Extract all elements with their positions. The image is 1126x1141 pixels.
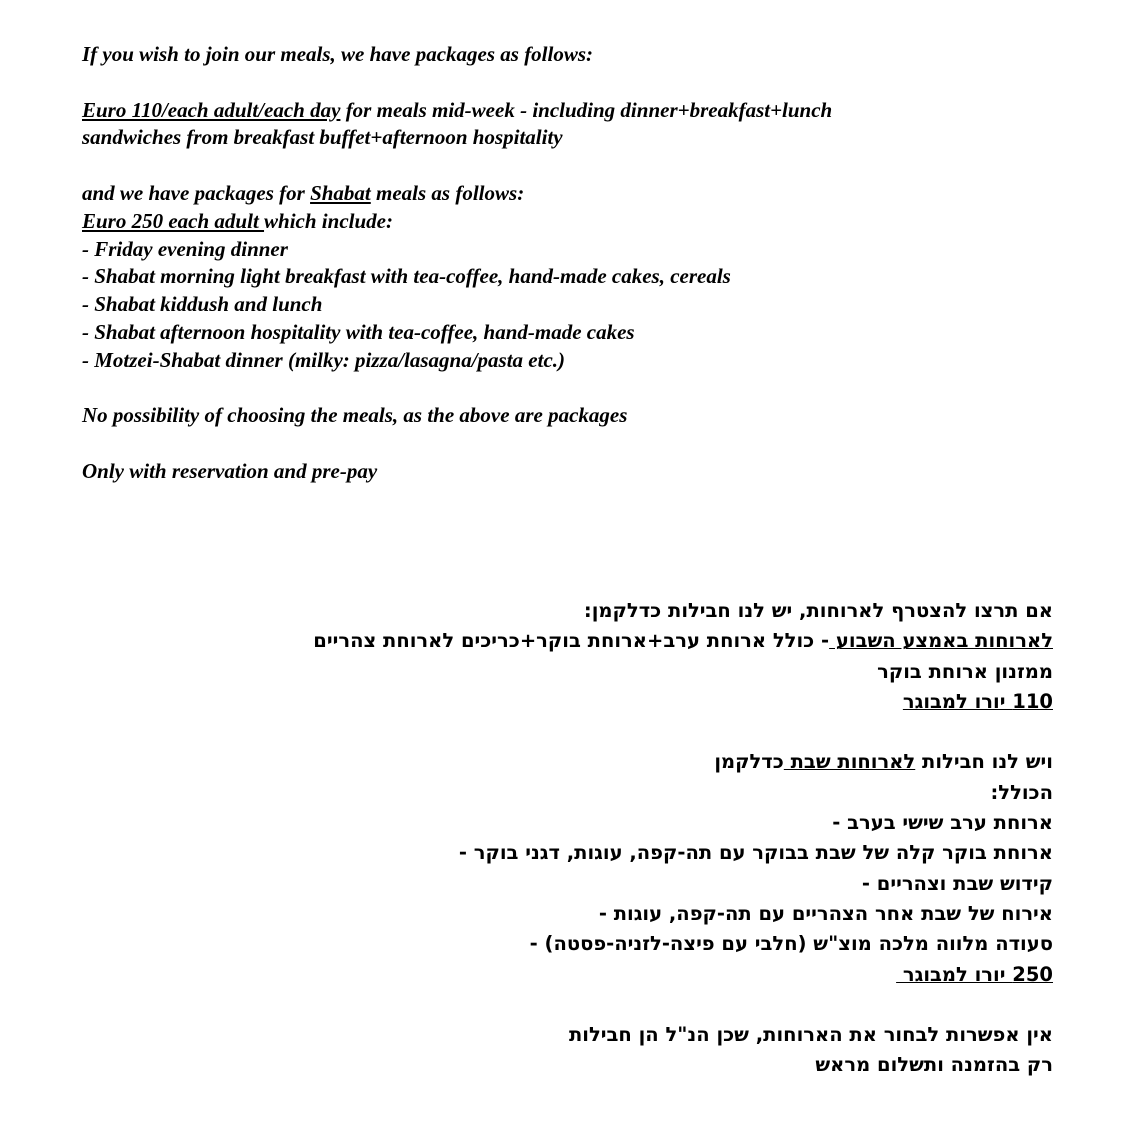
hebrew-shabat-price: 250 יורו למבוגר bbox=[896, 962, 1053, 986]
hebrew-midweek-ul: לארוחות באמצע השבוע bbox=[829, 629, 1053, 653]
english-item: - Friday evening dinner bbox=[82, 236, 288, 261]
english-item: - Shabat morning light breakfast with tea-coffee, hand-made cakes, cereals bbox=[82, 264, 731, 289]
hebrew-section bbox=[93, 596, 1053, 1081]
hebrew-intro-text: :אם תרצו להצטרף לארוחות, יש לנו חבילות כדלקמן bbox=[583, 599, 1053, 622]
hebrew-include: הכולל: bbox=[990, 780, 1053, 804]
english-shabat-include: which include: bbox=[264, 208, 393, 233]
hebrew-item: קידוש שבת וצהריים - bbox=[861, 871, 1053, 895]
hebrew-midweek-line2: ממזנון ארוחת בוקר bbox=[877, 659, 1053, 683]
hebrew-no-choice: אין אפשרות לבחור את הארוחות, שכן הנ"ל הן חבילות bbox=[568, 1023, 1053, 1047]
hebrew-shabat-post: כדלקמן bbox=[714, 750, 784, 774]
hebrew-item: סעודה מלווה מלכה מוצ"ש (חלבי עם פיצה-לזניה-פסטה) - bbox=[529, 932, 1053, 956]
english-reservation: Only with reservation and pre-pay bbox=[82, 458, 378, 483]
english-item: - Shabat kiddush and lunch bbox=[82, 292, 323, 317]
hebrew-shabat-pre: ויש לנו חבילות bbox=[915, 750, 1053, 774]
english-section bbox=[82, 41, 1082, 486]
english-shabat-word: Shabat bbox=[310, 180, 371, 205]
hebrew-reservation: רק בהזמנה ותשלום מראש bbox=[815, 1053, 1053, 1077]
english-shabat-intro-pre: and we have packages for bbox=[82, 180, 311, 205]
english-item: - Shabat afternoon hospitality with tea-coffee, hand-made cakes bbox=[82, 319, 635, 344]
hebrew-item: ארוחת בוקר קלה של שבת בבוקר עם תה-קפה, עוגות, דגני בוקר - bbox=[458, 841, 1053, 865]
english-intro: If you wish to join our meals, we have packages as follows: bbox=[82, 42, 594, 66]
hebrew-item: ארוחת ערב שישי בערב - bbox=[832, 811, 1053, 835]
english-item: - Motzei-Shabat dinner (milky: pizza/lasagna/pasta etc.) bbox=[82, 347, 566, 372]
hebrew-midweek-price-line bbox=[93, 687, 1053, 717]
hebrew-midweek-rest: - כולל ארוחת ערב+ארוחת בוקר+כריכים לארוחת צהריים bbox=[313, 629, 830, 653]
english-shabat-price: Euro 250 each adult bbox=[82, 208, 265, 233]
hebrew-shabat-price-line bbox=[93, 960, 1053, 990]
english-midweek-desc: for meals mid-week - including dinner+breakfast+lunch bbox=[340, 97, 833, 122]
english-shabat-price-line bbox=[82, 208, 1082, 236]
hebrew-midweek-line bbox=[93, 626, 1053, 656]
hebrew-intro bbox=[93, 596, 1053, 626]
hebrew-midweek-price: 110 יורו למבוגר bbox=[902, 689, 1053, 713]
hebrew-shabat-line bbox=[93, 747, 1053, 777]
hebrew-shabat-ul: לארוחות שבת bbox=[783, 750, 916, 774]
english-midweek-line bbox=[82, 97, 1082, 125]
english-shabat-intro bbox=[82, 180, 1082, 208]
english-no-choice: No possibility of choosing the meals, as the above are packages bbox=[82, 403, 628, 428]
hebrew-item: אירוח של שבת אחר הצהריים עם תה-קפה, עוגות - bbox=[598, 901, 1053, 925]
english-midweek-price: Euro 110/each adult/each day bbox=[82, 97, 341, 122]
english-shabat-intro-post: meals as follows: bbox=[370, 180, 525, 205]
english-midweek-desc2: sandwiches from breakfast buffet+afternoon hospitality bbox=[82, 125, 563, 150]
